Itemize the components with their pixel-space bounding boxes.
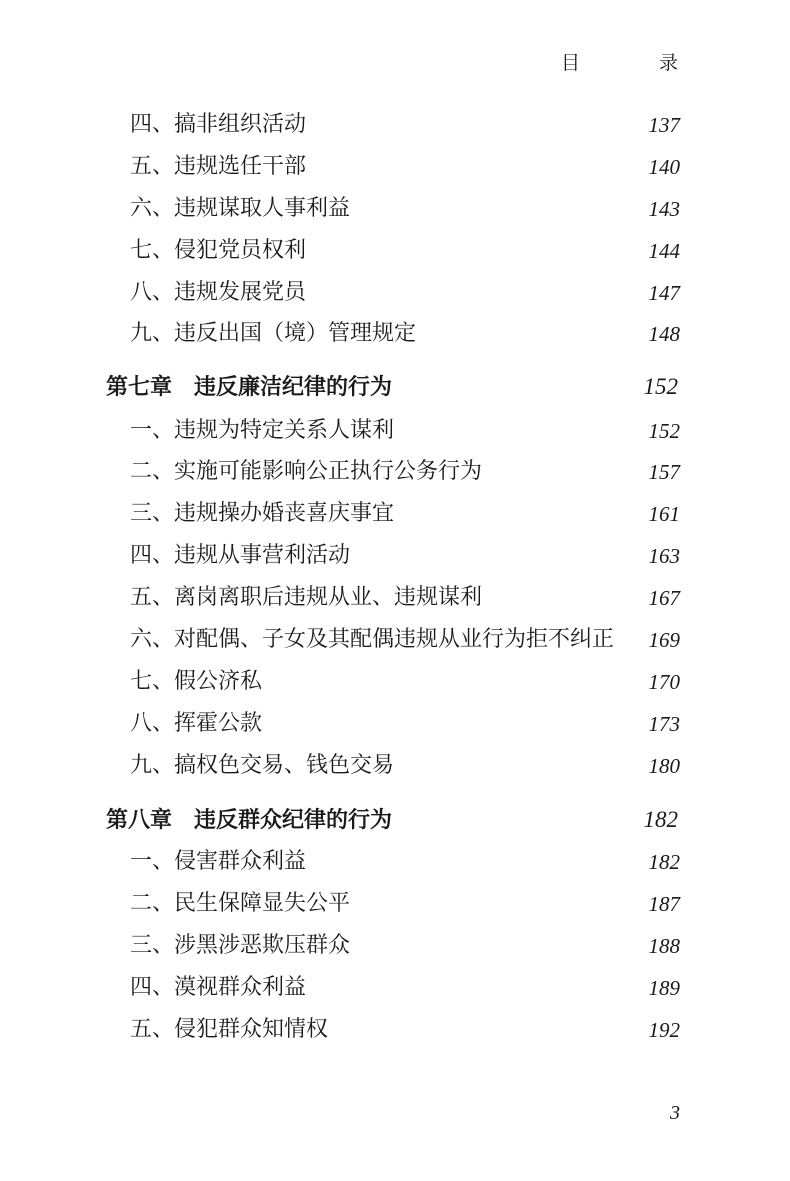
- toc-entry[interactable]: [0, 666, 790, 698]
- toc-entry-title: 六、违规谋取人事利益: [130, 196, 351, 221]
- toc-entry-page: 182: [648, 850, 680, 874]
- toc-chapter-page: 182: [643, 807, 678, 832]
- toc-entry-page: 173: [648, 712, 680, 736]
- toc-entry[interactable]: [0, 498, 790, 530]
- toc-entry[interactable]: [0, 109, 790, 141]
- toc-entry-title: 七、假公济私: [130, 669, 263, 694]
- toc-entry-title: 五、违规选任干部: [130, 154, 307, 179]
- toc-entry-page: 148: [648, 322, 680, 346]
- toc-entry[interactable]: [0, 582, 790, 614]
- toc-entry-page: 163: [648, 544, 680, 568]
- toc-entry-page: 192: [648, 1018, 680, 1042]
- toc-chapter-page: 152: [643, 374, 678, 399]
- toc-entry-page: 140: [648, 155, 680, 179]
- toc-entry-page: 170: [648, 670, 680, 694]
- toc-entry-title: 一、侵害群众利益: [130, 849, 307, 874]
- toc-entry-title: 四、搞非组织活动: [130, 112, 307, 137]
- toc-entry[interactable]: [0, 415, 790, 447]
- toc-entry-page: 137: [648, 113, 680, 137]
- toc-entry-page: 187: [648, 892, 680, 916]
- toc-entry-title: 六、对配偶、子女及其配偶违规从业行为拒不纠正: [130, 627, 615, 652]
- toc-entry-title: 四、漠视群众利益: [130, 975, 307, 1000]
- toc-entry-page: 161: [648, 502, 680, 526]
- toc-entry-page: 167: [648, 586, 680, 610]
- toc-chapter-heading[interactable]: [0, 371, 790, 403]
- toc-entry-title: 四、违规从事营利活动: [130, 543, 351, 568]
- running-head: 目 录: [560, 52, 708, 74]
- toc-entry-title: 二、民生保障显失公平: [130, 891, 351, 916]
- toc-entry-title: 一、违规为特定关系人谋利: [130, 418, 395, 443]
- toc-chapter-title: 第七章 违反廉洁纪律的行为: [106, 374, 393, 400]
- toc-chapter-heading[interactable]: [0, 804, 790, 836]
- toc-entry[interactable]: [0, 624, 790, 656]
- toc-entry[interactable]: [0, 750, 790, 782]
- toc-entry-page: 157: [648, 460, 680, 484]
- toc-entry[interactable]: [0, 456, 790, 488]
- toc-entry[interactable]: [0, 318, 790, 350]
- toc-entry-title: 九、违反出国（境）管理规定: [130, 321, 417, 346]
- toc-entry-title: 九、搞权色交易、钱色交易: [130, 753, 395, 778]
- toc-entry[interactable]: [0, 277, 790, 309]
- toc-entry-title: 五、离岗离职后违规从业、违规谋利: [130, 585, 483, 610]
- toc-entry-page: 152: [648, 419, 680, 443]
- toc-entry-page: 144: [648, 239, 680, 263]
- toc-chapter-title: 第八章 违反群众纪律的行为: [106, 807, 393, 833]
- toc-entry-page: 169: [648, 628, 680, 652]
- toc-entry-title: 三、涉黑涉恶欺压群众: [130, 933, 351, 958]
- toc-entry[interactable]: [0, 151, 790, 183]
- toc-entry[interactable]: [0, 846, 790, 878]
- page-number: 3: [670, 1102, 680, 1124]
- toc-entry-page: 180: [648, 754, 680, 778]
- toc-entry-title: 八、挥霍公款: [130, 711, 263, 736]
- toc-entry-title: 八、违规发展党员: [130, 280, 307, 305]
- toc-entry[interactable]: [0, 540, 790, 572]
- toc-entry-page: 189: [648, 976, 680, 1000]
- toc-entry[interactable]: [0, 235, 790, 267]
- toc-entry[interactable]: [0, 708, 790, 740]
- toc-entry-title: 五、侵犯群众知情权: [130, 1017, 329, 1042]
- toc-entry-page: 143: [648, 197, 680, 221]
- toc-entry[interactable]: [0, 972, 790, 1004]
- toc-entry-title: 七、侵犯党员权利: [130, 238, 307, 263]
- toc-entry[interactable]: [0, 930, 790, 962]
- toc-entry-title: 三、违规操办婚丧喜庆事宜: [130, 501, 395, 526]
- toc-entry-page: 188: [648, 934, 680, 958]
- toc-entry-page: 147: [648, 281, 680, 305]
- toc-entry[interactable]: [0, 1014, 790, 1046]
- toc-entry[interactable]: [0, 193, 790, 225]
- toc-entry[interactable]: [0, 888, 790, 920]
- toc-entry-title: 二、实施可能影响公正执行公务行为: [130, 459, 483, 484]
